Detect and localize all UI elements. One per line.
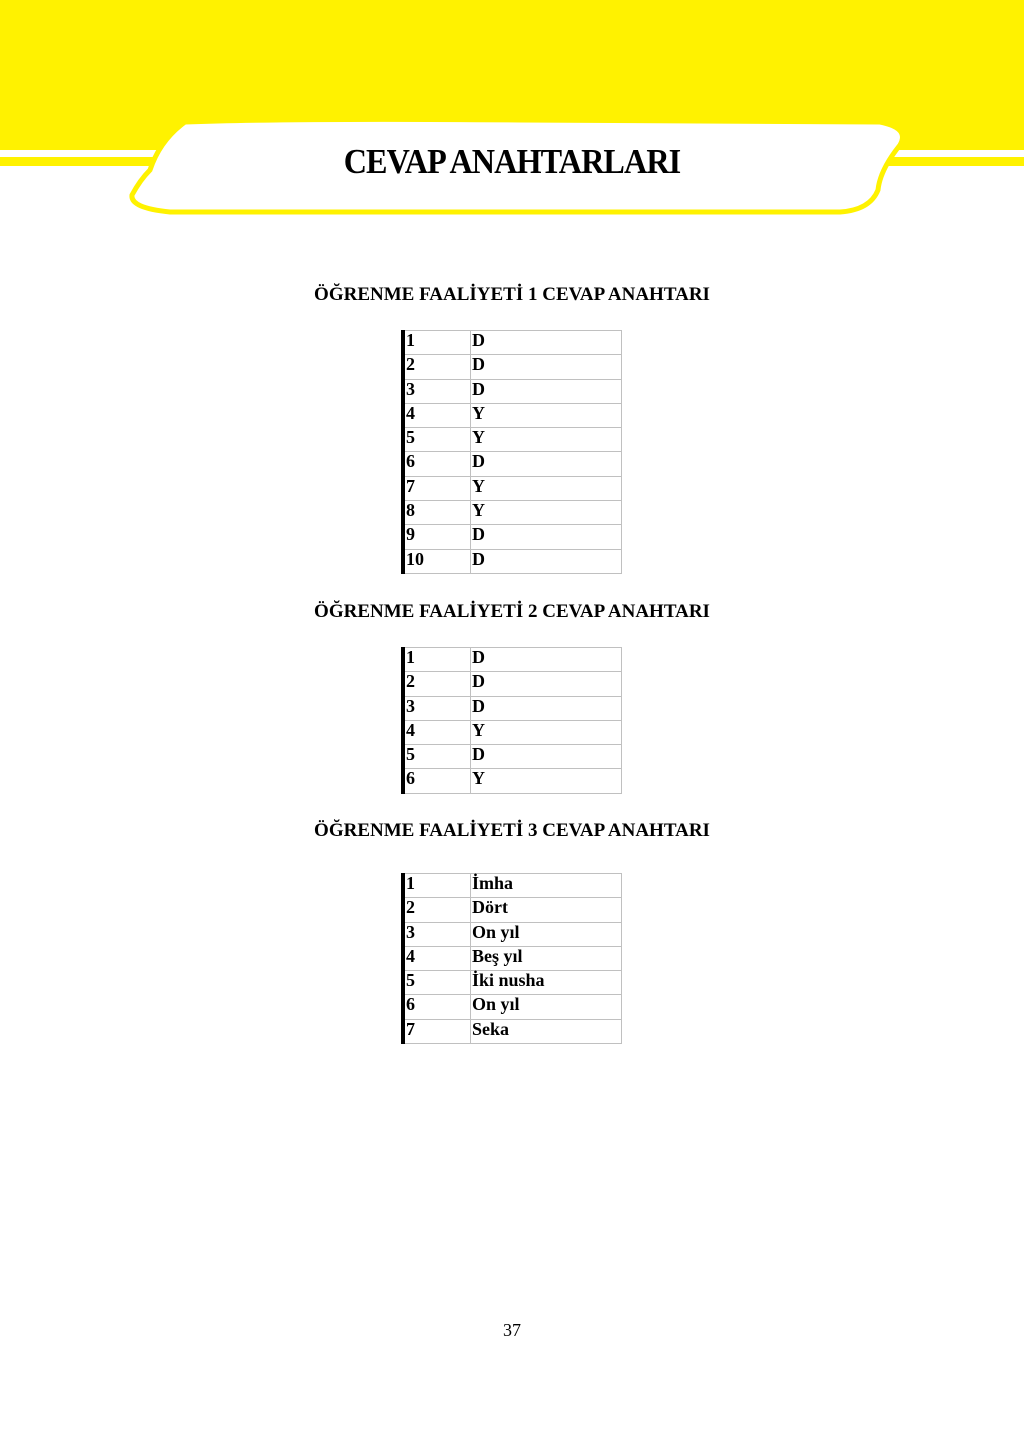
- answer: Y: [471, 501, 622, 525]
- question-number: 7: [403, 476, 471, 500]
- answer-table-3: [401, 873, 622, 1044]
- answer: D: [471, 745, 622, 769]
- answer-table-1: [401, 330, 622, 574]
- answer: Seka: [471, 1019, 622, 1043]
- table-row: [403, 672, 622, 696]
- question-number: 2: [403, 355, 471, 379]
- section-heading-3: ÖĞRENME FAALİYETİ 3 CEVAP ANAHTARI: [314, 820, 710, 841]
- answer: Y: [471, 403, 622, 427]
- table-row: [403, 549, 622, 573]
- answer: D: [471, 696, 622, 720]
- answer: D: [471, 648, 622, 672]
- question-number: 4: [403, 403, 471, 427]
- question-number: 6: [403, 769, 471, 793]
- answer: D: [471, 672, 622, 696]
- answer: On yıl: [471, 922, 622, 946]
- answer: On yıl: [471, 995, 622, 1019]
- question-number: 10: [403, 549, 471, 573]
- page-title: CEVAP ANAHTARLARI: [343, 142, 681, 181]
- question-number: 7: [403, 1019, 471, 1043]
- table-row: [403, 1019, 622, 1043]
- table-row: [403, 745, 622, 769]
- table-row: [403, 648, 622, 672]
- question-number: 5: [403, 971, 471, 995]
- question-number: 4: [403, 946, 471, 970]
- table-row: [403, 898, 622, 922]
- table-row: [403, 696, 622, 720]
- table-row: [403, 971, 622, 995]
- question-number: 9: [403, 525, 471, 549]
- question-number: 5: [403, 428, 471, 452]
- question-number: 2: [403, 672, 471, 696]
- table-row: [403, 720, 622, 744]
- table-row: [403, 922, 622, 946]
- answer: D: [471, 331, 622, 355]
- section-heading-1: ÖĞRENME FAALİYETİ 1 CEVAP ANAHTARI: [314, 284, 710, 305]
- question-number: 3: [403, 379, 471, 403]
- table-row: [403, 379, 622, 403]
- question-number: 3: [403, 696, 471, 720]
- page-number: 37: [503, 1320, 521, 1340]
- question-number: 2: [403, 898, 471, 922]
- answer: D: [471, 549, 622, 573]
- table-row: [403, 331, 622, 355]
- table-row: [403, 355, 622, 379]
- answer: Y: [471, 476, 622, 500]
- answer-table-2: [401, 647, 622, 794]
- answer: Y: [471, 428, 622, 452]
- question-number: 8: [403, 501, 471, 525]
- question-number: 1: [403, 331, 471, 355]
- answer: D: [471, 525, 622, 549]
- question-number: 6: [403, 995, 471, 1019]
- answer: Beş yıl: [471, 946, 622, 970]
- question-number: 3: [403, 922, 471, 946]
- table-row: [403, 403, 622, 427]
- table-row: [403, 452, 622, 476]
- table-row: [403, 476, 622, 500]
- question-number: 1: [403, 648, 471, 672]
- question-number: 5: [403, 745, 471, 769]
- answer: D: [471, 355, 622, 379]
- answer: D: [471, 452, 622, 476]
- answer: Y: [471, 720, 622, 744]
- header-banner: [0, 0, 1024, 230]
- table-row: [403, 769, 622, 793]
- answer: D: [471, 379, 622, 403]
- answer: İmha: [471, 874, 622, 898]
- answer: İki nusha: [471, 971, 622, 995]
- table-row: [403, 525, 622, 549]
- section-heading-2: ÖĞRENME FAALİYETİ 2 CEVAP ANAHTARI: [314, 601, 710, 622]
- table-row: [403, 946, 622, 970]
- question-number: 6: [403, 452, 471, 476]
- table-row: [403, 995, 622, 1019]
- table-row: [403, 874, 622, 898]
- question-number: 1: [403, 874, 471, 898]
- question-number: 4: [403, 720, 471, 744]
- answer: Y: [471, 769, 622, 793]
- table-row: [403, 501, 622, 525]
- table-row: [403, 428, 622, 452]
- answer: Dört: [471, 898, 622, 922]
